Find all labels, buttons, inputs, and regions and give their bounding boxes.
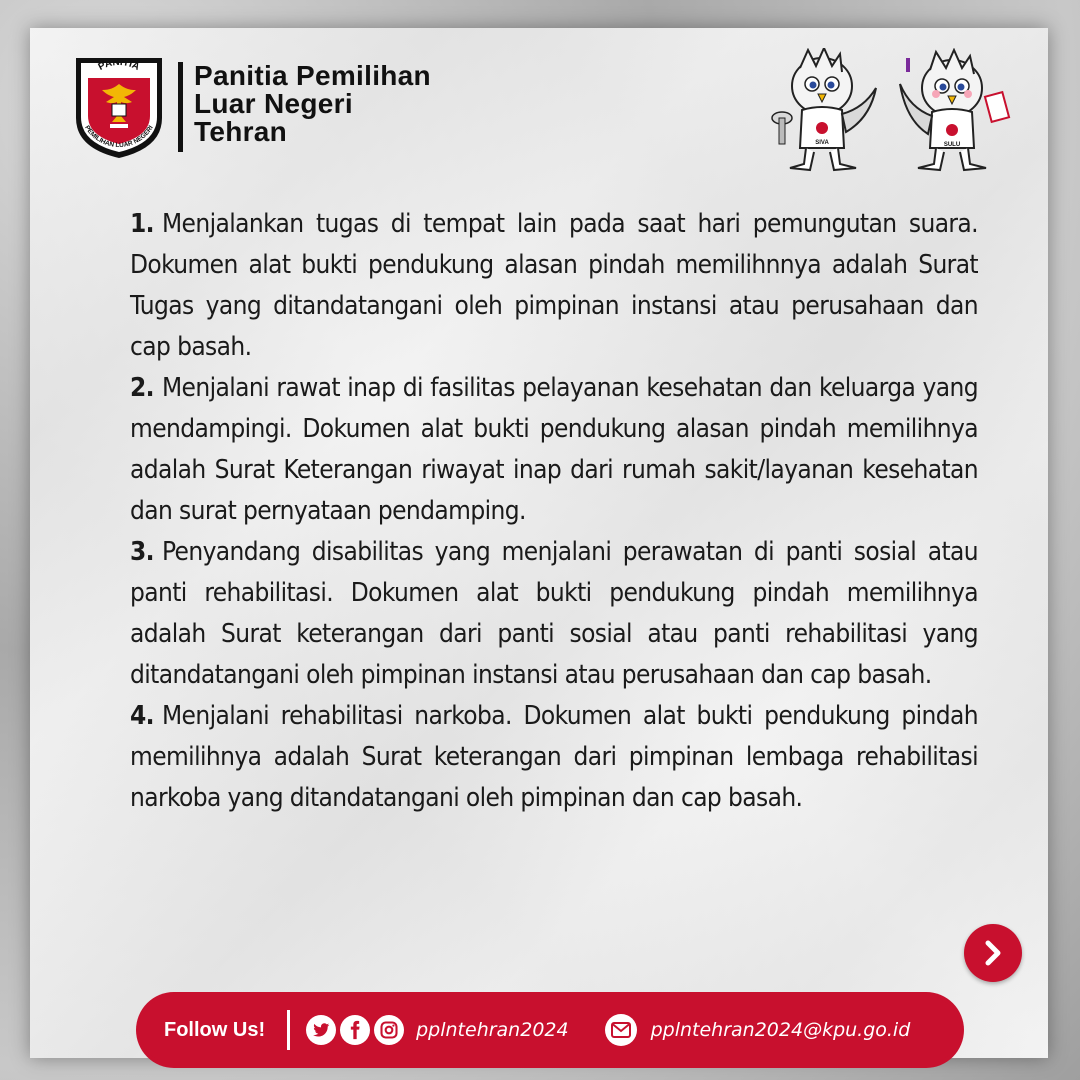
item-number: 3. xyxy=(130,537,154,567)
kpu-emblem-logo xyxy=(66,48,172,160)
social-icons xyxy=(306,1015,404,1045)
item-text: Menjalani rehabilitasi narkoba. Dokumen alat bukti pendukung pindah memilihnya adalah Surat keterangan dari pimpinan lembaga rehabilitasi narkoba yang ditandatangani oleh pimpinan dan cap basah. xyxy=(130,701,978,813)
svg-text:PANITIA: PANITIA xyxy=(96,56,142,73)
footer-divider xyxy=(287,1010,290,1050)
mascot-illustrations xyxy=(760,48,1034,178)
chevron-right-icon xyxy=(978,938,1008,968)
item-number: 1. xyxy=(130,209,154,239)
svg-text:PEMILIHAN LUAR NEGERI: PEMILIHAN LUAR NEGERI xyxy=(83,124,155,150)
social-handle[interactable]: pplntehran2024 xyxy=(416,1019,569,1041)
footer-bar xyxy=(140,996,960,1064)
list-item xyxy=(130,696,978,819)
item-text: Penyandang disabilitas yang menjalani perawatan di panti sosial atau panti rehabilitasi. Dokumen alat bukti pendukung pindah memilihnya adalah Surat keterangan dari panti sosial atau panti rehabilitasi yang ditandatangani oleh pimpinan instansi atau perusahaan dan cap basah. xyxy=(130,537,978,690)
item-text: Menjalankan tugas di tempat lain pada saat hari pemungutan suara. Dokumen alat bukti pendukung alasan pindah memilihnnya adalah Surat Tugas yang ditandatangani oleh pimpinan instansi atau perusahaan dan cap basah. xyxy=(130,209,978,362)
list-item xyxy=(130,204,978,368)
svg-text:SULU: SULU xyxy=(943,142,961,148)
facebook-icon[interactable] xyxy=(340,1015,370,1045)
organization-title xyxy=(194,62,431,146)
item-number: 4. xyxy=(130,701,154,731)
follow-us-label: Follow Us! xyxy=(164,1018,266,1041)
title-line-3: Tehran xyxy=(194,116,288,147)
svg-text:SIVA: SIVA xyxy=(815,140,829,146)
email-link[interactable]: pplntehran2024@kpu.go.id xyxy=(650,1019,911,1041)
mascot-right xyxy=(900,50,1009,170)
twitter-icon[interactable] xyxy=(306,1015,336,1045)
title-line-2: Luar Negeri xyxy=(194,88,353,119)
next-slide-button[interactable] xyxy=(964,924,1022,982)
title-divider xyxy=(178,62,183,152)
mail-icon xyxy=(605,1014,637,1046)
list-item xyxy=(130,532,978,696)
item-number: 2. xyxy=(130,373,154,403)
item-text: Menjalani rawat inap di fasilitas pelayanan kesehatan dan keluarga yang mendampingi. Dokumen alat bukti pendukung alasan pindah memilihnya adalah Surat Keterangan riwayat inap dari rumah sakit/layanan kesehatan dan surat pernyataan pendamping. xyxy=(130,373,978,526)
title-line-1: Panitia Pemilihan xyxy=(194,60,431,91)
mascot-left xyxy=(772,48,876,170)
list-item xyxy=(130,368,978,532)
instagram-icon[interactable] xyxy=(374,1015,404,1045)
requirements-list xyxy=(130,204,978,819)
